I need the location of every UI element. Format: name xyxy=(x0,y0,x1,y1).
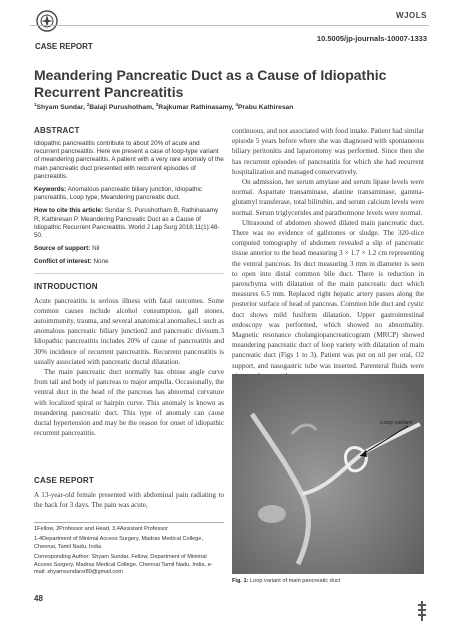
author-name: Rajkumar Rathinasamy xyxy=(158,104,232,112)
body-paragraph-3: Ultrasound of abdomen showed dilated main pancreatic duct. There was no evidence of gallstones or sludge. The 320-slice computed tomography of abdomen revealed a slip of pancreatic tissue anterior to the head measuring 3 × 1.7 × 1.2 cm representing the ventral pancreas. Its duct measuring 3 mm in diameter is seen to open into distal common bile duct. There is reduction in parenchyma with dilatation of the main pancreatic duct which measures 6.5 mm. Replaced right hepatic artery passes along the posterior surface of head of pancreas. Common bile duct and cystic duct shows mild fusiform dilatation. Upper gastrointestinal endoscopy was performed, which showed no abnormality. Magnetic resonance cholangiopancreaticogram (MRCP) showed meandering pancreatic duct of loop variety with dilatation of main pancreatic duct (Figs 1 to 3). Patient was put on nil per oral, O2 support, and nasogastric tube was inserted. Parenteral fluids were xyxy=(232,218,424,370)
body-paragraph-2: On admission, her serum amylase and serum lipase levels were normal. Aspartate transaminase, alanine transaminase, gamma-glutamyl transferase, total bilirubin, and serum calcium levels were normal. Serum triglycerides and parathormone levels were normal. xyxy=(232,178,424,217)
author-sup: 2 xyxy=(86,102,90,107)
figure-caption-label: Fig. 1: xyxy=(232,578,249,584)
footnote-department: 1-4Department of Minimal Access Surgery, Madras Medical College, Chennai, Tamil Nadu, India xyxy=(34,536,204,550)
page-number: 48 xyxy=(34,594,43,603)
author-name: Shyam Sundar xyxy=(36,104,83,112)
conflict-of-interest xyxy=(34,258,224,266)
introduction-paragraph-2: The main pancreatic duct normally has obtuse angle curve from tail and body of pancreas to major ampulla. Occasionally, the ventral duct in the head of the pancreas has abnormal curvature with localized spiral or hairpin curve. This anomaly is known as meandering pancreatic duct. This type of anomaly can cause ductal hypertension and may be the reason for onset of idiopathic recurrent pancreatitis. xyxy=(34,368,224,438)
footnote-corresponding: Corresponding Author: Shyam Sundar, Fellow, Department of Minimal Access Surgery, Madras Medical College, Chennai Tamil Nadu, India, e-mail: shyamsundarsr89@gmail.com xyxy=(34,554,213,576)
citation xyxy=(34,207,224,240)
author-name: Prabu Kathiresan xyxy=(237,104,294,112)
right-column xyxy=(232,126,424,381)
support-label: Source of support: xyxy=(34,245,91,253)
conflict-label: Conflict of interest: xyxy=(34,258,92,266)
conflict-value: None xyxy=(93,258,109,266)
header-divider xyxy=(30,25,429,26)
citation-text: Sundar S, Purushotham B, Rathinasamy R, Kathiresan P. Meandering Pancreatic Duct as a Cause of Idiopathic Recurrent Pancreatitis. World J Lap Surg 2018;11(1):48-50. xyxy=(34,207,220,240)
figure-caption-text: Loop variant of main pancreatic duct xyxy=(250,578,341,584)
keywords-text: Anomalous pancreatic biliary junction, Idiopathic pancreatitis, Loop type, Meandering pancreatic duct. xyxy=(34,186,203,202)
footnote-roles: 1Fellow, 2Professor and Head, 3,4Assistant Professor xyxy=(34,526,169,532)
doi: 10.5005/jp-journals-10007-1333 xyxy=(316,34,427,43)
citation-label: How to cite this article: xyxy=(34,207,103,215)
author-sup: 3 xyxy=(155,102,159,107)
abstract-heading: ABSTRACT xyxy=(34,126,80,135)
mrcp-figure xyxy=(232,374,424,574)
keywords xyxy=(34,186,224,202)
author-list: $^1$Shyam Sundar, $^2$Balaji Purushotham, $^3$Rajkumar Rathinasamy, $^4$Prabu Kathiresan xyxy=(34,102,294,112)
mrcp-image xyxy=(232,374,424,574)
author-sup: 4 xyxy=(235,102,238,107)
body-paragraph-1: continuous, and not associated with food intake. Patient had similar episode 5 years before where she was diagnosed with spontaneous biliary peritonitis and laparostomy was performed. Since then she has recurrent episodes of pancreatitis for which she had recurrent hospitalization and managed conservatively. xyxy=(232,127,424,176)
article-title: Meandering Pancreatic Duct as a Cause of Idiopathic Recurrent Pancreatitis xyxy=(34,67,387,100)
case-report-heading: CASE REPORT xyxy=(34,476,94,485)
source-of-support xyxy=(34,245,224,253)
keywords-label: Keywords: xyxy=(34,186,67,194)
author-sup: 1 xyxy=(34,102,37,107)
footnotes xyxy=(34,526,224,579)
support-value: Nil xyxy=(92,245,100,253)
abstract-text: Idiopathic pancreatitis contribute to about 20% of acute and recurrent pancreatitis. Here we present a case of loop-type variant of meandering pancreatitis. A patient with a very rare anomaly of the main pancreatic duct presented with recurrent episodes of pancreatitis. xyxy=(34,140,224,180)
anatomy-spine-icon xyxy=(416,600,428,622)
section-divider xyxy=(34,273,224,274)
case-report-paragraph: A 13-year-old female presented with abdominal pain radiating to the back for 3 days. The pain was acute, xyxy=(34,491,224,510)
footnote-divider xyxy=(34,522,224,523)
introduction-heading: INTRODUCTION xyxy=(34,281,98,291)
author-name: Balaji Purushotham xyxy=(89,104,153,112)
article-type: CASE REPORT xyxy=(35,42,93,51)
journal-name: WJOLS xyxy=(396,11,427,20)
figure-caption xyxy=(232,578,340,584)
left-column xyxy=(34,126,224,438)
journal-logo-icon xyxy=(36,10,58,32)
figure-annotation-label: Loop variant xyxy=(380,420,412,426)
introduction-paragraph-1: Acute pancreatitis is serious illness with fatal outcomes. Some common causes include alcohol consumption, gall stones, autoimmunity, trauma, and several anatomical anomalies,1 such as anomalous pancreatic biliary junction2 and pancreatic divisum.3 Idiopathic pancreatitis includes 20% of cause of pancreatitis and 30% incidence of recurrent pancreatitis. Recurrent pancreatitis is usually associated with pancreatic ductal dilatation. xyxy=(34,296,224,366)
